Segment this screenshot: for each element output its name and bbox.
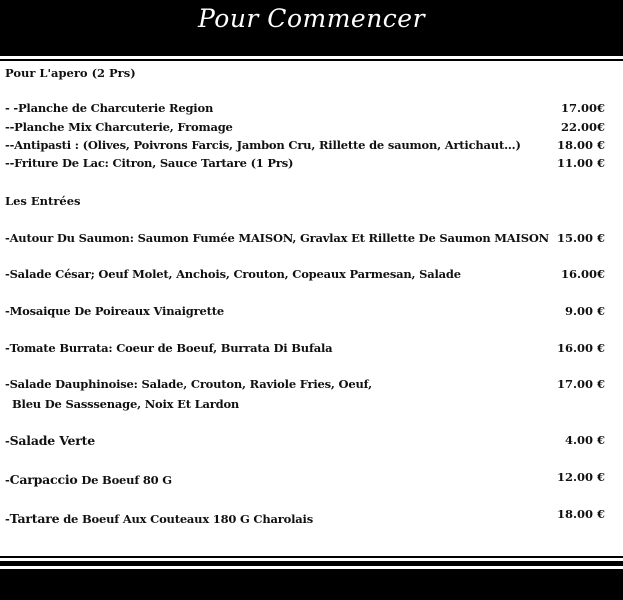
item-prefix: - xyxy=(5,473,10,487)
item-prefix: - xyxy=(5,341,10,355)
item-name: Tartare xyxy=(9,511,60,526)
item-price: 18.00 € xyxy=(556,138,605,152)
item-prefix: -- xyxy=(5,138,15,152)
item-price: 17.00€ xyxy=(560,101,605,115)
section-title-apero: Pour L'apero (2 Prs) xyxy=(5,66,136,80)
item-name: Planche xyxy=(14,120,65,134)
item-name: Carpaccio xyxy=(9,472,78,487)
page-title: Pour Commencer xyxy=(197,4,426,33)
footer-divider-thick xyxy=(0,561,623,566)
menu-item xyxy=(5,511,313,526)
item-description: ; Oeuf Molet, Anchois, Crouton, Copeaux Parmesan, Salade xyxy=(90,267,461,281)
item-description: de Charcuterie Region xyxy=(68,101,214,115)
menu-item xyxy=(5,304,224,318)
menu-item xyxy=(5,341,332,355)
item-prefix: - xyxy=(5,434,10,448)
item-description: Mix Charcuterie, Fromage xyxy=(64,120,233,134)
item-description: : Saumon Fumée MAISON, Gravlax Et Rillette De Saumon MAISON xyxy=(129,231,549,245)
item-description-continued: Bleu De Sasssenage, Noix Et Lardon xyxy=(12,397,240,411)
menu-item xyxy=(5,138,521,152)
item-price: 16.00 € xyxy=(556,341,605,355)
menu-item xyxy=(5,231,549,245)
menu-item xyxy=(5,433,95,448)
item-name: Salade Verte xyxy=(9,433,96,448)
item-name: Mosaique De Poireaux xyxy=(9,304,150,318)
item-price: 9.00 € xyxy=(564,304,605,318)
menu-item xyxy=(5,156,293,170)
item-name: Salade Dauphinoise xyxy=(9,377,134,391)
item-prefix: -- xyxy=(5,156,15,170)
item-prefix: -- xyxy=(5,120,15,134)
section-title-entrees: Les Entrées xyxy=(5,194,81,208)
menu-item xyxy=(5,101,213,115)
item-prefix: - xyxy=(5,512,10,526)
item-description: de Boeuf Aux Couteaux 180 G Charolais xyxy=(59,512,313,526)
item-price: 4.00 € xyxy=(564,433,605,447)
item-name: Autour Du Saumon xyxy=(9,231,130,245)
item-description: : Salade, Crouton, Raviole Fries, Oeuf, xyxy=(133,377,372,391)
item-name: Friture De Lac xyxy=(14,156,105,170)
menu-item xyxy=(5,377,372,391)
item-price: 12.00 € xyxy=(556,470,605,484)
item-prefix: - - xyxy=(5,101,18,115)
item-prefix: - xyxy=(5,267,10,281)
item-name: Antipasti xyxy=(14,138,71,152)
menu-item xyxy=(5,267,461,281)
item-price: 22.00€ xyxy=(560,120,605,134)
item-price: 11.00 € xyxy=(556,156,605,170)
item-description: : (Olives, Poivrons Farcis, Jambon Cru, Rillette de saumon, Artichaut...) xyxy=(70,138,521,152)
item-description: De Boeuf 80 G xyxy=(77,473,172,487)
menu-item xyxy=(5,472,172,487)
item-prefix: - xyxy=(5,231,10,245)
item-price: 17.00 € xyxy=(556,377,605,391)
footer-banner xyxy=(0,569,623,600)
menu-item xyxy=(5,120,233,134)
item-name: Planche xyxy=(17,101,69,115)
item-description: : Citron, Sauce Tartare (1 Prs) xyxy=(104,156,294,170)
item-description: Vinaigrette xyxy=(149,304,224,318)
item-price: 18.00 € xyxy=(556,507,605,521)
item-name: Salade César xyxy=(9,267,91,281)
item-prefix: - xyxy=(5,377,10,391)
item-price: 15.00 € xyxy=(556,231,605,245)
item-prefix: - xyxy=(5,304,10,318)
item-price: 16.00€ xyxy=(560,267,605,281)
item-description: : Coeur de Boeuf, Burrata Di Bufala xyxy=(108,341,333,355)
footer-divider-thin xyxy=(0,556,623,558)
item-name: Tomate Burrata xyxy=(9,341,109,355)
